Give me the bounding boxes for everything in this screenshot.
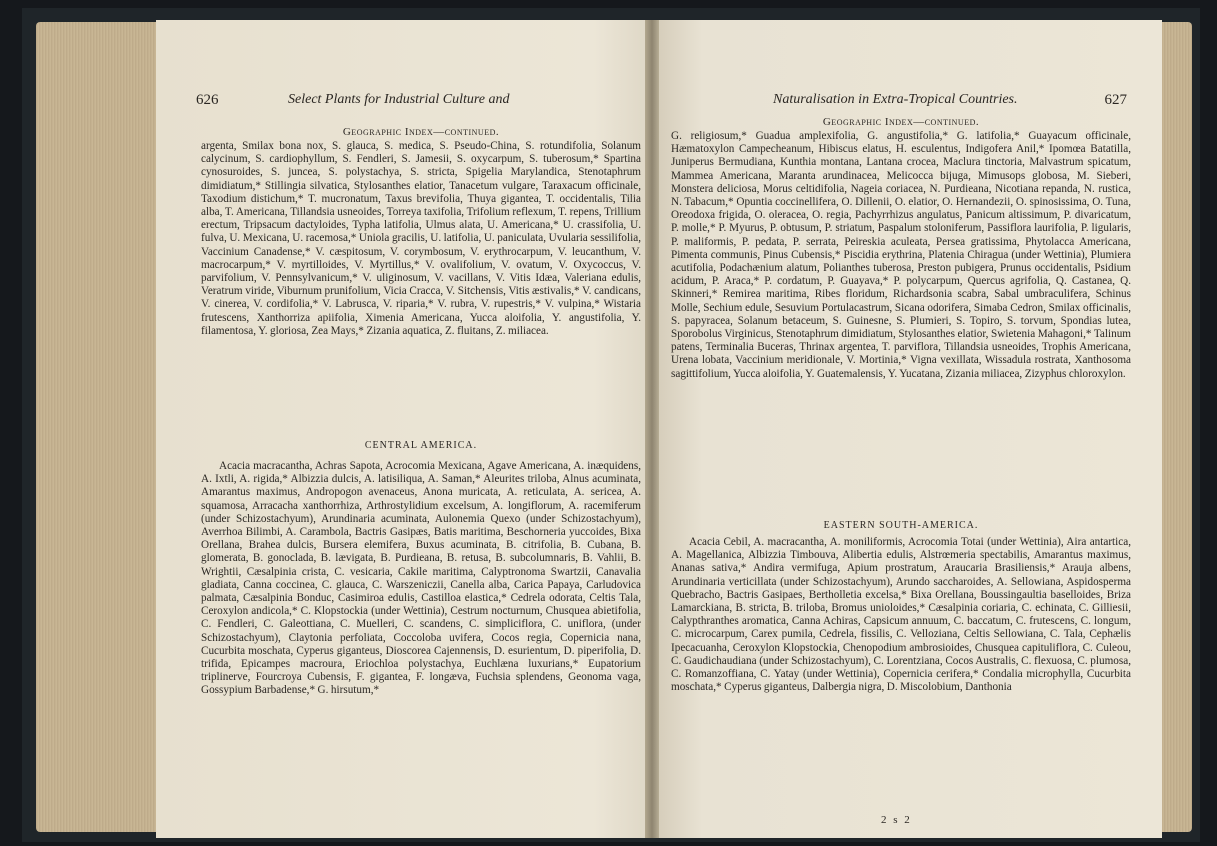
running-title: Naturalisation in Extra-Tropical Countries. bbox=[773, 92, 1018, 107]
paragraph: Acacia Cebil, A. macracantha, A. moniliformis, Acrocomia Totai (under Wettinia), Aira antartica, A. Magellanica, Albizzia Timbouva, Alibertia edulis, Alstrœmeria spectabilis, Amarantus maximus, Ananas sativa,* Andira vermifuga, Apium prostratum, Araucaria Brasiliensis,* Arauja albens, Arundinaria verticillata (under Schizostachyum), Arundo saccharoides, A. Sellowiana, Aspidosperma Quebracho, Bactris Gasipaes, Bertholletia excelsa,* Bixa Orellana, Boussingaultia baselloides, Briza Lamarckiana, B. stricta, B. triloba, Bromus unioloides,* Cæsalpinia coriaria, C. echinata, C. Gilliesii, Calypthranthes aromatica, Canna Achiras, Capsicum annuum, C. baccatum, C. frutescens, C. longum, C. microcarpum, Carex pumila, Cedrela, fissilis, C. Velloziana, Celtis Sellowiana, C. Tala, Cephælis Ipecacuanha, Ceroxylon Klopstockia, Chenopodium ambrosioides, Chusquea capituliflora, C. Culeou, C. Gaudichaudiana (under Schizostachyum), C. Lorentziana, Cocos Australis, C. flexuosa, C. plumosa, C. Romanzoffiana, C. Yatay (under Wettinia), Copernicia cerifera,* Condalia microphylla, Cucurbita moschata,* Cyperus giganteus, Dalbergia nigra, D. Miscolobium, Danthonia bbox=[671, 536, 1131, 694]
section-heading-continued: Geographic Index—continued. bbox=[342, 126, 500, 138]
book bbox=[22, 8, 1200, 842]
section-heading: EASTERN SOUTH-AMERICA. bbox=[823, 520, 979, 531]
signature-mark: 2 s 2 bbox=[881, 814, 912, 826]
page-number: 626 bbox=[196, 92, 219, 108]
paragraph: argenta, Smilax bona nox, S. glauca, S. medica, S. Pseudo-China, S. rotundifolia, Solanum calycinum, S. cardiophyllum, S. Fendleri, S. Jamesii, S. oxycarpum, S. tuberosum,* Spartina cynosuroides, S. juncea, S. polystachya, S. stricta, Spigelia Marylandica, Stenotaphrum dimidiatum,* Stillingia silvatica, Stylosanthes elatior, Tanacetum vulgare, Taraxacum officinale, Taxodium distichum,* T. mucronatum, Taxus brevifolia, Thuya gigantea, T. occidentalis, Tilia alba, T. Americana, Tillandsia usneoides, Torreya taxifolia, Trifolium reflexum, T. repens, Trillium erectum, Tripsacum dactyloides, Typha latifolia, Ulmus alata, U. Americana,* U. crassifolia, U. fulva, U. Mexicana, U. racemosa,* Uniola gracilis, U. latifolia, U. paniculata, Uvularia sessilifolia, Vaccinium Canadense,* V. cæspitosum, V. corymbosum, V. erythrocarpum, V. leucanthum, V. macrocarpum,* V. myrtilloides, V. Myrtillus,* V. ovalifolium, V. ovatum, V. Oxycoccus, V. parvifolium, V. Pennsylvanicum,* V. uliginosum, V. vacillans, V. Vitis Idæa, Valeriana edulis, Veratrum viride, Viburnum prunifolium, Vicia Cracca, V. Sitchensis, Vitis æstivalis,* V. candicans, V. cinerea, V. cordifolia,* V. Labrusca, V. riparia,* V. rubra, V. rupestris,* V. vulpina,* Wistaria frutescens, Xanthorriza apiifolia, Ximenia Americana, Yucca aloifolia, Y. angustifolia, Y. filamentosa, Y. gloriosa, Zea Mays,* Zizania aquatica, Z. fluitans, Z. miliacea. bbox=[201, 140, 641, 337]
page-number: 627 bbox=[1104, 92, 1127, 108]
left-page bbox=[156, 20, 671, 838]
left-running-head bbox=[196, 92, 636, 112]
section-heading-continued: Geographic Index—continued. bbox=[822, 116, 980, 128]
paragraph: G. religiosum,* Guadua amplexifolia, G. angustifolia,* G. latifolia,* Guayacum officinale, Hæmatoxylon Campecheanum, Hibiscus elatus, H. esculentus, Indigofera Anil,* Ipomœa Batatilla, Juniperus Bermudiana, Kunthia montana, Lantana crocea, Maclura tinctoria, Malvastrum spicatum, Mammea Americana, Maranta arundinacea, Melicocca bijuga, Mimusops globosa, M. Sieberi, Monstera deliciosa, Morus celtidifolia, Nageia coriacea, N. Purdieana, Nicotiana repanda, N. rustica, N. Tabacum,* Opuntia coccinellifera, O. Dillenii, O. elatior, O. Hernandezii, O. spinosissima, O. Tuna, Oreodoxa frigida, O. oleracea, O. regia, Pachyrrhizus angulatus, Panicum altissimum, P. divaricatum, P. molle,* P. Myurus, P. obtusum, P. striatum, Paspalum stoloniferum, Passiflora laurifolia, P. ligularis, P. maliformis, P. pedata, P. serrata, Peireskia aculeata, Persea gratissima, Phytolacca Americana, Pimenta communis, Pinus Cubensis,* Piscidia erythrina, Platenia Chiragua (under Wettinia), Plumiera acutifolia, Podachænium alatum, Polianthes tuberosa, Preston pubigera, Prunus occidentalis, Psidium acidum, P. Araca,* P. cordatum, P. Guayava,* P. polycarpum, Quercus agrifolia, Q. Castanea, Q. Skinneri,* Remirea maritima, Ribes floridum, Richardsonia scabra, Sabal umbraculifera, Schinus Molle, Sechium edule, Sesuvium Portulacastrum, Sicana odorifera, Simaba Cedron, Smilax officinalis, S. papyracea, Solanum betaceum, S. Guinesne, S. Plumieri, S. Topiro, S. torvum, Spondias lutea, Sporobolus Virginicus, Stenotaphrum dimidiatum, Stylosanthes elatior, Swietenia Mahagoni,* Talinum patens, Terminalia Buceras, Thrinax argentea, T. parviflora, Tillandsia usneoides, Trophis Americana, Urena lobata, Vaccinium meridionale, V. Mortinia,* Vigna vexillata, Wissadula rostrata, Xanthosoma sagittifolium, Yucca aloifolia, Y. Guatemalensis, Y. Yucatana, Zizania miliacea, Zizyphus chloroxylon. bbox=[671, 130, 1131, 380]
running-title: Select Plants for Industrial Culture and bbox=[288, 92, 510, 107]
page-edges-left bbox=[36, 22, 176, 832]
right-page bbox=[651, 20, 1162, 838]
right-running-head bbox=[675, 92, 1127, 112]
page-edges-right bbox=[1158, 22, 1192, 832]
section-heading: CENTRAL AMERICA. bbox=[364, 440, 478, 451]
book-gutter bbox=[645, 20, 659, 838]
paragraph: Acacia macracantha, Achras Sapota, Acrocomia Mexicana, Agave Americana, A. inæquidens, A. Ixtli, A. rigida,* Albizzia dulcis, A. latisiliqua, A. Saman,* Aleurites triloba, Alnus acuminata, Amarantus maximus, Andropogon avenaceus, Anona muricata, A. reticulata, A. sericea, A. squamosa, Arracacha xanthorrhiza, Arthrostylidium excelsum, A. longiflorum, A. racemiferum (under Schizostachyum), Arundinaria acuminata, Aulonemia Quexo (under Schizostachyum), Averrhoa Bilimbi, A. Carambola, Bactris Gasipæs, Batis maritima, Beschorneria yuccoides, Bixa Orellana, Brahea dulcis, Bursera elemifera, Buxus acuminata, B. citrifolia, B. Cubana, B. glomerata, B. gonoclada, B. lævigata, B. Purdieana, B. retusa, B. subcolumnaris, B. Vahlii, B. Wrightii, Cæsalpinia crista, C. vesicaria, Cakile maritima, Calyptronoma Swartzii, Canavalia gladiata, Canna coccinea, C. glauca, C. Warszeniczii, Canella alba, Carica Papaya, Carludovica palmata, Cæsalpinia Bonduc, Casimiroa edulis, Castilloa elastica,* Cedrela odorata, Celtis Tala, Ceroxylon andicola,* C. Klopstockia (under Wettinia), Cestrum nocturnum, Chusquea abietifolia, C. Fendleri, C. Galeottiana, C. Muelleri, C. scandens, C. simpliciflora, C. uniflora, (under Schizostachyum), Claytonia perfoliata, Coccoloba uvifera, Cocos regia, Copernicia nana, Cucurbita moschata, Cyperus giganteus, Dioscorea Cajennensis, D. esurientum, D. piperifolia, D. trifida, Epicampes macroura, Eriochloa polystachya, Euchlæna luxurians,* Eupatorium triplinerve, Fourcroya Cubensis, F. gigantea, F. longæva, Fuchsia splendens, Geonoma vaga, Gossypium Barbadense,* G. hirsutum,* bbox=[201, 460, 641, 697]
